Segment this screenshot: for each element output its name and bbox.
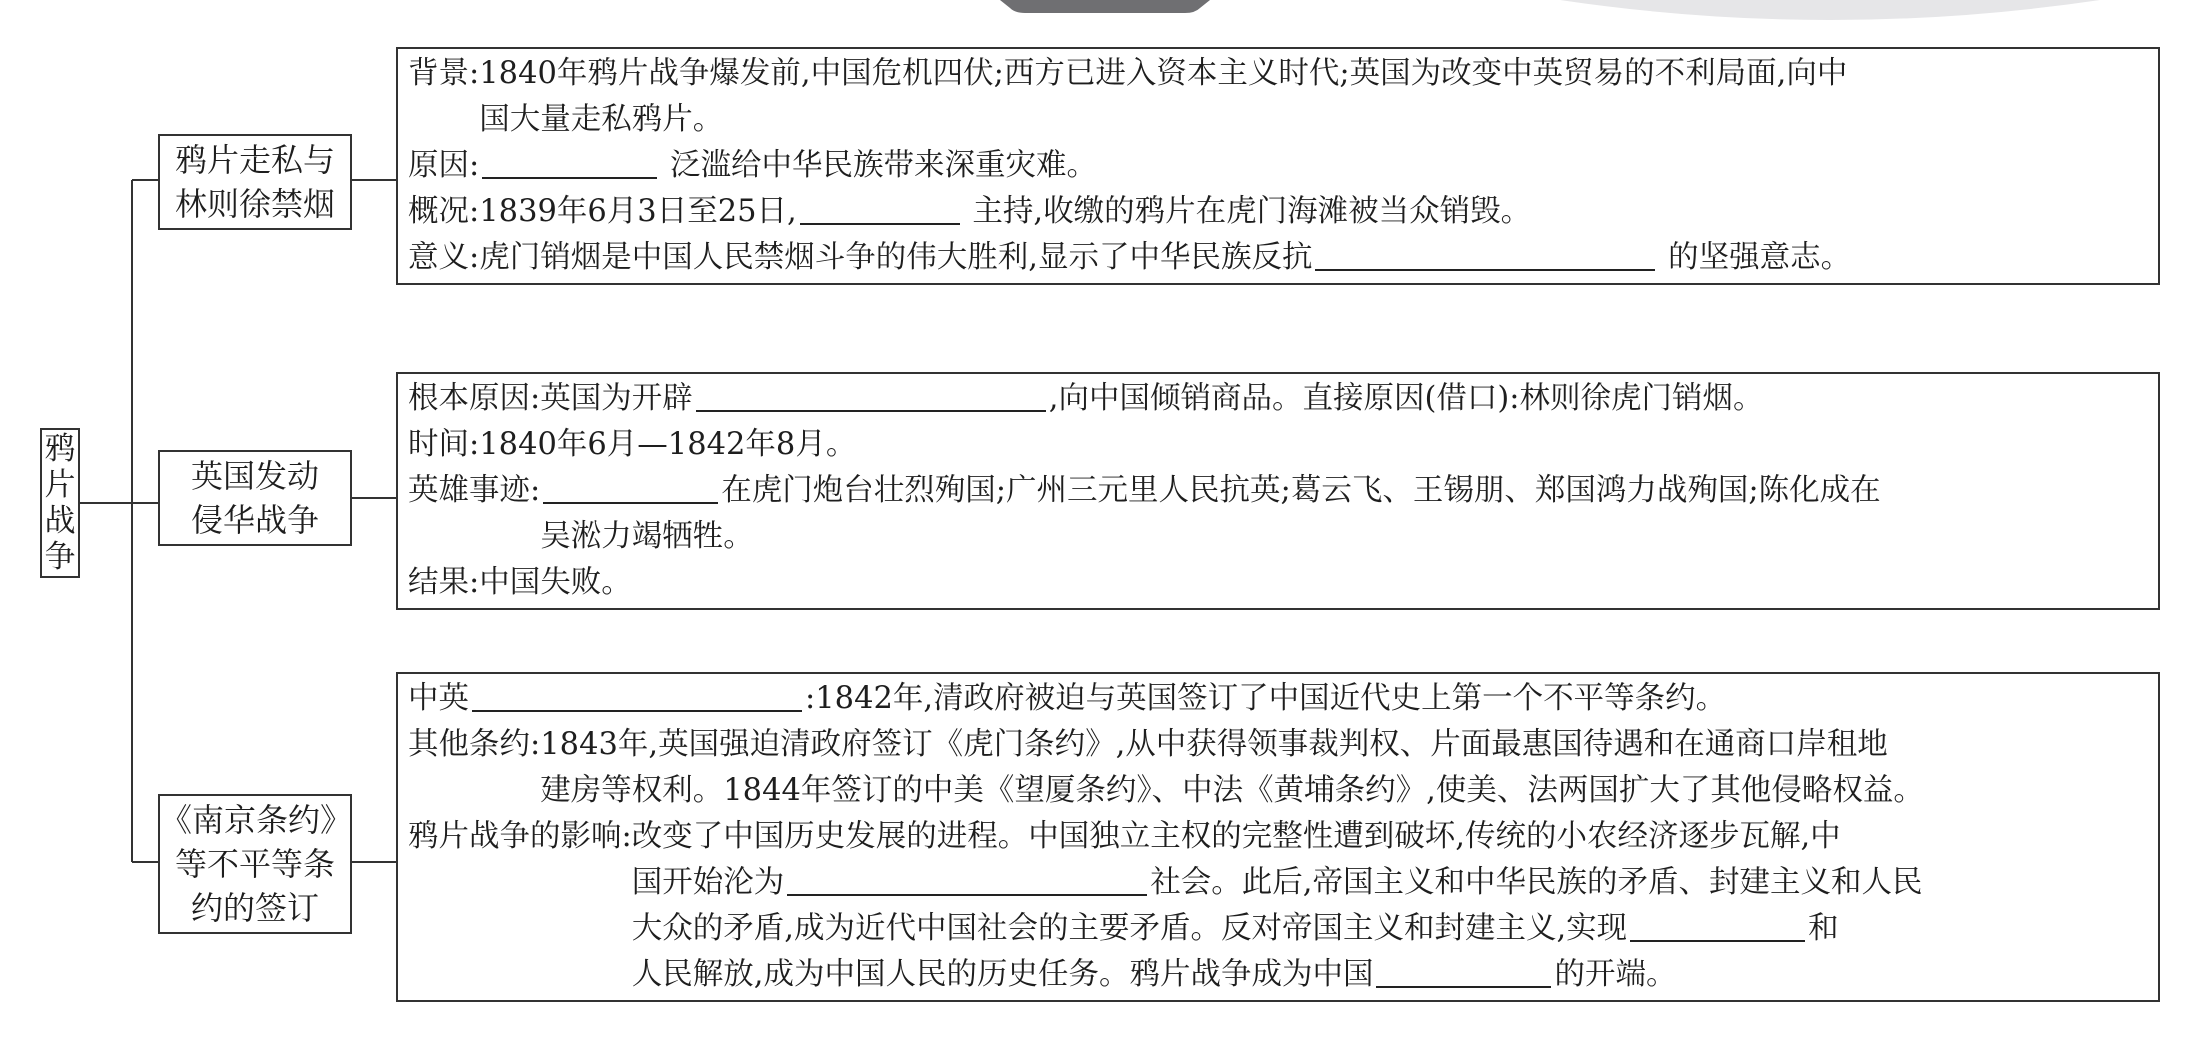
item-label: 中英 [408,681,469,716]
item-label: 鸦片战争的影响: [408,819,632,854]
item-label: 根本原因: [408,381,541,416]
item-text: 在虎门炮台壮烈殉国;广州三元里人民抗英;葛云飞、王锡朋、郑国鸿力战殉国;陈化成在 [721,473,1881,508]
answer-blank[interactable] [800,191,960,225]
answer-blank[interactable] [1376,954,1551,988]
item-label: 意义: [408,240,480,275]
root-node [40,428,80,578]
branch-3-line-2: 等不平等条 [174,845,335,883]
answer-blank[interactable] [1630,908,1805,942]
item-overview [408,189,2150,235]
item-text: 泛滥给中华民族带来深重灾难。 [660,148,1097,183]
item-label: 原因: [408,148,480,183]
branch-1-line-2: 林则徐禁烟 [174,185,335,223]
item-label: 时间: [408,427,480,462]
content-box-british-invasion [396,372,2160,610]
content-box-unequal-treaties [396,672,2160,1002]
item-text: 1843年,英国强迫清政府签订《虎门条约》,从中获得领事裁判权、片面最惠国待遇和在通商口岸租地 [540,727,1888,762]
item-text: 主持,收缴的鸦片在虎门海滩被当众销毁。 [962,194,1532,229]
item-text: 建房等权利。1844年签订的中美《望厦条约》、中法《黄埔条约》,使美、法两国扩大了其他侵略权益。 [540,773,1924,808]
item-result [408,560,2150,606]
item-label: 结果: [408,565,480,600]
item-text: 大众的矛盾,成为近代中国社会的主要矛盾。反对帝国主义和封建主义,实现 [631,911,1628,946]
item-other-treaties [408,722,2150,814]
item-text: 1840年鸦片战争爆发前,中国危机四伏;西方已进入资本主义时代;英国为改变中英贸易的不利局面,向中 [479,56,1848,91]
root-title: 鸦片战争 [44,431,76,575]
item-text: 人民解放,成为中国人民的历史任务。鸦片战争成为中国 [631,957,1374,992]
item-text: 虎门销烟是中国人民禁烟斗争的伟大胜利,显示了中华民族反抗 [479,240,1313,275]
item-background [408,51,2150,143]
branch-3-line-3: 约的签订 [190,889,319,927]
answer-blank[interactable] [472,678,802,712]
branch-node-british-invasion [158,450,352,546]
item-label: 背景: [408,56,480,91]
answer-blank[interactable] [482,145,657,179]
item-war-impact [408,814,2150,998]
branch-1-line-1: 鸦片走私与 [174,141,335,179]
item-text: 国大量走私鸦片。 [479,102,724,137]
item-text: 和 [1808,911,1839,946]
branch-2-line-2: 侵华战争 [190,501,319,539]
branch-node-opium-smuggling [158,134,352,230]
answer-blank[interactable] [1315,237,1655,271]
item-text: 的开端。 [1554,957,1677,992]
item-text: ,向中国倾销商品。直接原因(借口):林则徐虎门销烟。 [1048,381,1764,416]
item-text: 英国为开辟 [540,381,693,416]
item-text: 社会。此后,帝国主义和中华民族的矛盾、封建主义和人民 [1150,865,1923,900]
item-text: :1842年,清政府被迫与英国签订了中国近代史上第一个不平等条约。 [805,681,1727,716]
branch-node-unequal-treaties [158,794,352,934]
answer-blank[interactable] [543,470,718,504]
item-root-cause [408,376,2150,422]
answer-blank[interactable] [787,862,1147,896]
item-text: 中国失败。 [479,565,632,600]
item-time [408,422,2150,468]
item-label: 英雄事迹: [408,473,541,508]
answer-blank[interactable] [696,378,1046,412]
branch-3-line-1: 《南京条约》 [160,801,353,839]
item-text: 1839年6月3日至25日, [479,194,797,229]
item-heroes [408,468,2150,560]
branch-2-line-1: 英国发动 [190,457,319,495]
item-cause [408,143,2150,189]
item-text: 1840年6月—1842年8月。 [479,427,857,462]
item-text: 改变了中国历史发展的进程。中国独立主权的完整性遭到破坏,传统的小农经济逐步瓦解,中 [631,819,1841,854]
item-label: 概况: [408,194,480,229]
item-text: 的坚强意志。 [1658,240,1852,275]
item-text: 国开始沦为 [631,865,785,900]
item-text: 吴淞力竭牺牲。 [540,519,754,554]
content-box-opium-smuggling [396,47,2160,285]
item-label: 其他条约: [408,727,541,762]
item-significance [408,235,2150,281]
item-treaty-of-nanking [408,676,2150,722]
